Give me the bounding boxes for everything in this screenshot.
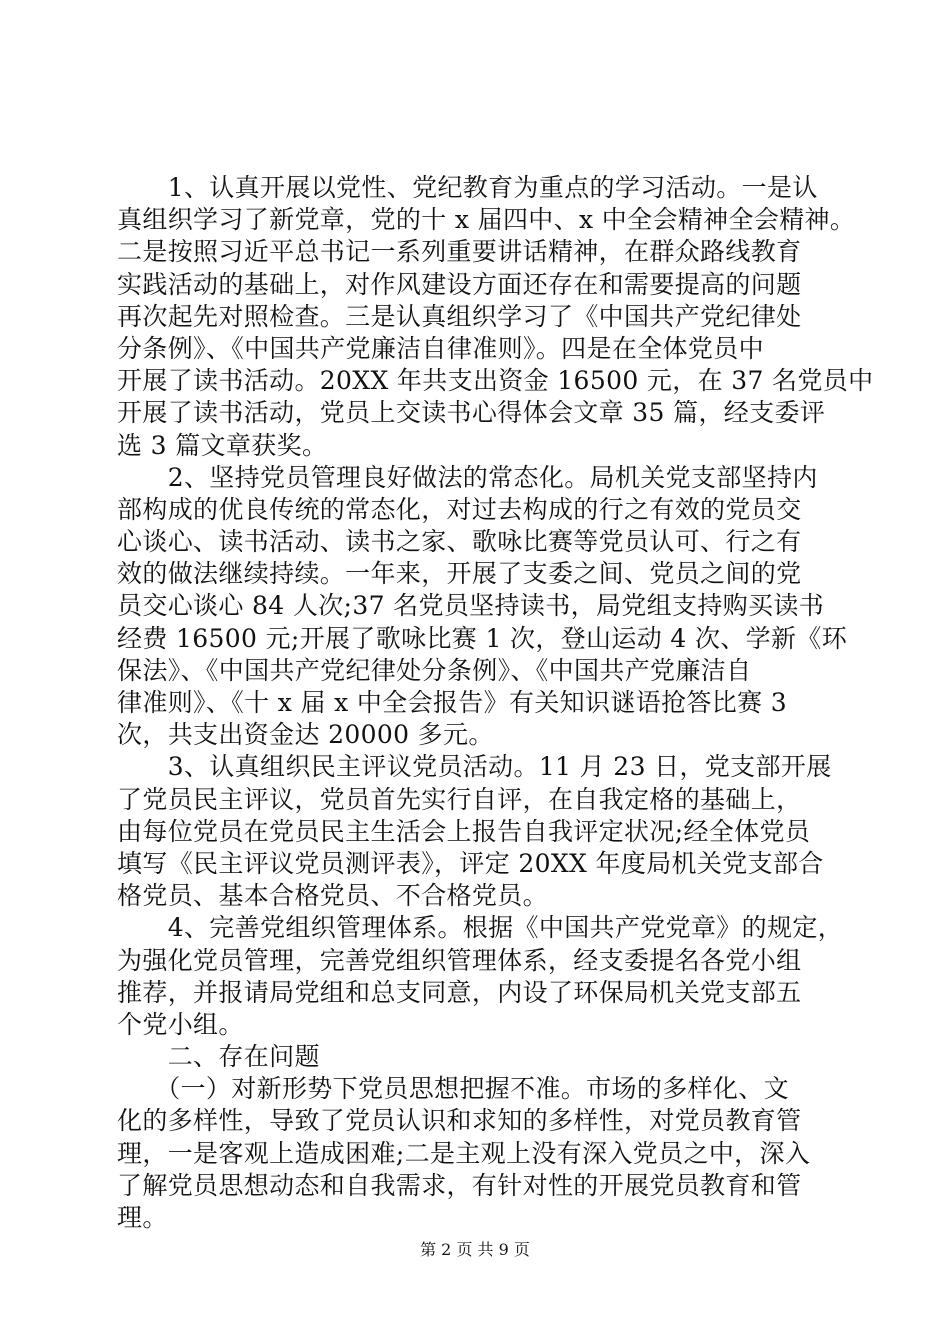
text-line: 4、完善党组织管理体系。根据《中国共产党党章》的规定， xyxy=(117,913,844,943)
text-line: 实践活动的基础上，对作风建设方面还存在和需要提高的问题 xyxy=(117,269,802,299)
text-line: 由每位党员在党员民主生活会上报告自我评定状况;经全体党员 xyxy=(117,816,811,846)
text-line: （一）对新形势下党员思想把握不准。市场的多样化、文 xyxy=(117,1074,789,1104)
text-line: 2、坚持党员管理良好做法的常态化。局机关党支部坚持内 xyxy=(117,462,818,492)
text-line: 了党员民主评议，党员首先实行自评，在自我定格的基础上， xyxy=(117,784,802,814)
text-line: 效的做法继续持续。一年来，开展了支委之间、党员之间的党 xyxy=(117,559,802,589)
text-line: 个党小组。 xyxy=(117,1009,244,1039)
text-line: 律准则》、《十 x 届 x 中全会报告》有关知识谜语抢答比赛 3 xyxy=(117,688,788,717)
text-line: 心谈心、读书活动、读书之家、歌咏比赛等党员认可、行之有 xyxy=(117,527,802,557)
text-line: 选 3 篇文章获奖。 xyxy=(117,430,328,460)
text-line: 真组织学习了新党章，党的十 x 届四中、x 中全会精神全会精神。 xyxy=(117,205,856,235)
paragraph-5 xyxy=(117,1073,837,1234)
text-line: 再次起先对照检查。三是认真组织学习了《中国共产党纪律处 xyxy=(117,301,802,331)
text-line: 理，一是客观上造成困难;二是主观上没有深入党员之中，深入 xyxy=(117,1138,811,1168)
text-line: 理。 xyxy=(117,1203,168,1232)
text-line: 化的多样性，导致了党员认识和求知的多样性，对党员教育管 xyxy=(117,1106,802,1136)
section-heading xyxy=(117,1041,837,1073)
paragraph-1 xyxy=(117,172,874,462)
paragraph-3 xyxy=(117,751,837,912)
text-line: 了解党员思想动态和自我需求，有针对性的开展党员教育和管 xyxy=(117,1170,802,1200)
heading-line: 二、存在问题 xyxy=(117,1042,320,1072)
text-line: 推荐，并报请局党组和总支同意，内设了环保局机关党支部五 xyxy=(117,977,802,1007)
text-line: 保法》、《中国共产党纪律处分条例》、《中国共产党廉洁自 xyxy=(117,655,752,685)
text-line: 部构成的优良传统的常态化，对过去构成的行之有效的党员交 xyxy=(117,494,802,524)
text-line: 为强化党员管理，完善党组织管理体系，经支委提名各党小组 xyxy=(117,945,802,975)
text-line: 员交心谈心 84 人次;37 名党员坚持读书，局党组支持购买读书 xyxy=(117,591,825,621)
text-line: 开展了读书活动。20XX 年共支出资金 16500 元，在 37 名党员中 xyxy=(117,366,874,396)
paragraph-2 xyxy=(117,462,848,752)
text-line: 开展了读书活动，党员上交读书心得体会文章 35 篇，经支委评 xyxy=(117,398,826,428)
text-line: 格党员、基本合格党员、不合格党员。 xyxy=(117,881,548,911)
text-line: 1、认真开展以党性、党纪教育为重点的学习活动。一是认 xyxy=(117,173,818,202)
text-line: 次，共支出资金达 20000 多元。 xyxy=(117,720,494,750)
document-body xyxy=(117,172,874,1234)
text-line: 分条例》、《中国共产党廉洁自律准则》。四是在全体党员中 xyxy=(117,333,764,363)
paragraph-4 xyxy=(117,912,844,1041)
page-footer: 第 2 页 共 9 页 xyxy=(420,1240,530,1259)
text-line: 经费 16500 元;开展了歌咏比赛 1 次，登山运动 4 次、学新《环 xyxy=(117,623,848,653)
text-line: 二是按照习近平总书记一系列重要讲话精神，在群众路线教育 xyxy=(117,237,802,267)
text-line: 填写《民主评议党员测评表》，评定 20XX 年度局机关党支部合 xyxy=(117,848,824,878)
text-line: 3、认真组织民主评议党员活动。11 月 23 日，党支部开展 xyxy=(117,752,832,782)
